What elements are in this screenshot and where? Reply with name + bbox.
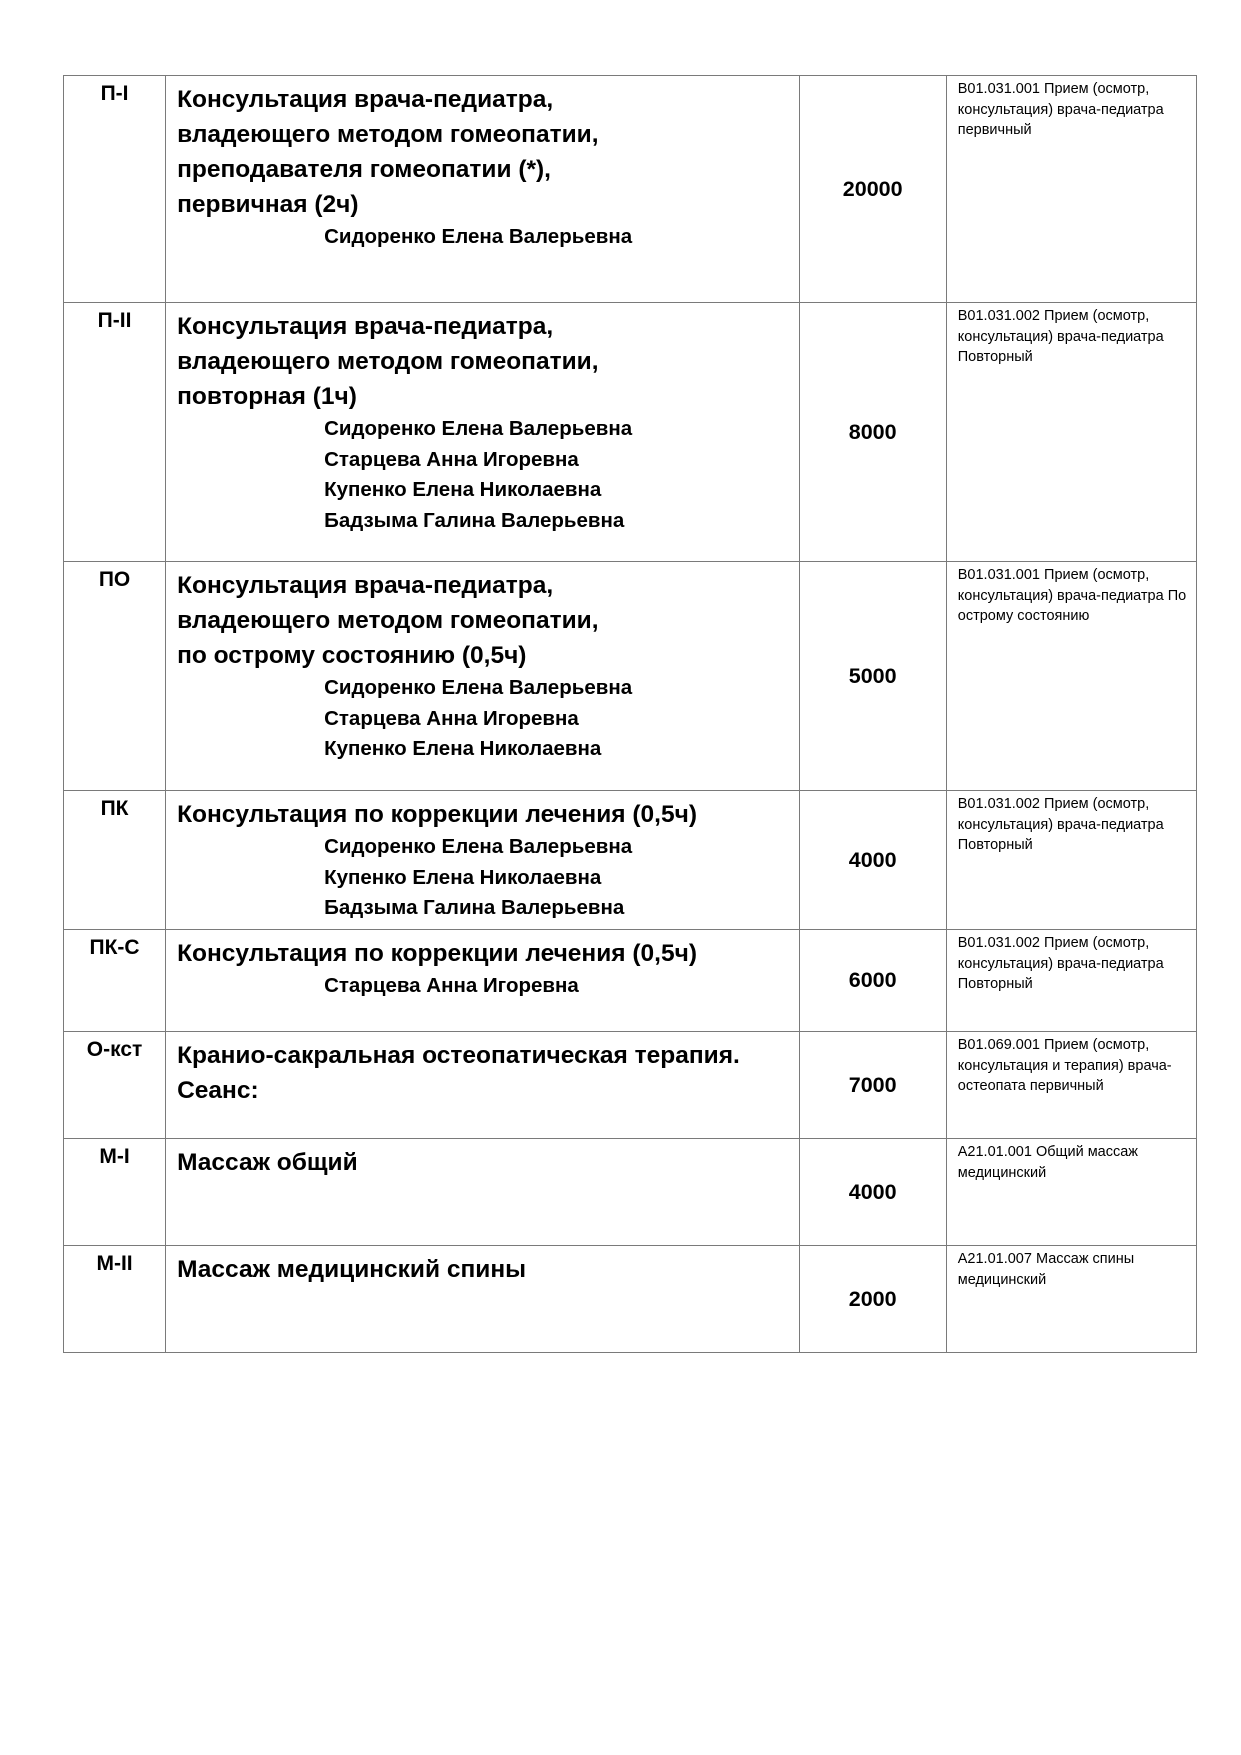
service-title-line: Массаж общий — [177, 1149, 358, 1176]
service-title-line: Кранио-сакральная остеопатическая терапия. — [177, 1042, 740, 1069]
service-price: 4000 — [799, 791, 946, 930]
service-reference-code: В01.069.001 Прием (осмотр, консультация и терапия) врача-остеопата первичный — [946, 1032, 1196, 1139]
service-row — [64, 930, 1197, 1032]
service-description — [166, 930, 800, 1032]
service-description — [166, 791, 800, 930]
service-title-line: по острому состоянию (0,5ч) — [177, 642, 527, 669]
service-reference-code: В01.031.002 Прием (осмотр, консультация) врача-педиатра Повторный — [946, 791, 1196, 930]
service-title-line: Консультация врача-педиатра, — [177, 572, 554, 599]
service-price: 2000 — [799, 1246, 946, 1353]
service-price: 6000 — [799, 930, 946, 1032]
doctor-name: Купенко Елена Николаевна — [324, 478, 602, 501]
price-list-body — [64, 76, 1197, 1353]
service-description — [166, 562, 800, 791]
service-code: ПО — [64, 562, 166, 791]
doctor-name: Купенко Елена Николаевна — [324, 865, 602, 889]
service-title-line: Массаж медицинский спины — [177, 1256, 527, 1283]
doctor-name: Бадзыма Галина Валерьевна — [324, 508, 625, 532]
service-title-line: Консультация по коррекции лечения (0,5ч) — [177, 940, 697, 967]
service-description — [166, 1032, 800, 1139]
service-title-line: Консультация врача-педиатра, — [177, 86, 554, 113]
service-code: О-кст — [64, 1032, 166, 1139]
service-code: ПК — [64, 791, 166, 930]
service-code: П-II — [64, 303, 166, 562]
doctor-name: Старцева Анна Игоревна — [324, 974, 579, 997]
service-description — [166, 1246, 800, 1353]
service-code: П-I — [64, 76, 166, 303]
service-reference-code: В01.031.001 Прием (осмотр, консультация) врача-педиатра первичный — [946, 76, 1196, 303]
service-title-line: владеющего методом гомеопатии, — [177, 121, 599, 148]
service-row — [64, 303, 1197, 562]
service-row — [64, 562, 1197, 791]
service-price: 7000 — [799, 1032, 946, 1139]
service-reference-code: А21.01.007 Массаж спины медицинский — [946, 1246, 1196, 1353]
service-title-line: владеющего методом гомеопатии, — [177, 348, 599, 375]
doctor-name: Сидоренко Елена Валерьевна — [324, 835, 633, 858]
service-code: М-I — [64, 1139, 166, 1246]
service-description — [166, 303, 800, 562]
service-price: 20000 — [799, 76, 946, 303]
doctor-name: Купенко Елена Николаевна — [324, 737, 602, 760]
doctor-name: Старцева Анна Игоревна — [324, 447, 579, 471]
price-list-table — [63, 75, 1197, 1353]
service-price: 4000 — [799, 1139, 946, 1246]
service-title-line: Сеанс: — [177, 1077, 259, 1104]
service-price: 5000 — [799, 562, 946, 791]
service-title-line: Консультация по коррекции лечения (0,5ч) — [177, 801, 697, 828]
service-price: 8000 — [799, 303, 946, 562]
service-row — [64, 1246, 1197, 1353]
doctor-name: Бадзыма Галина Валерьевна — [324, 896, 625, 919]
service-reference-code: А21.01.001 Общий массаж медицинский — [946, 1139, 1196, 1246]
doctor-name: Сидоренко Елена Валерьевна — [324, 225, 633, 248]
service-title-line: повторная (1ч) — [177, 383, 357, 410]
service-row — [64, 1139, 1197, 1246]
service-code: М-II — [64, 1246, 166, 1353]
service-row — [64, 1032, 1197, 1139]
service-description — [166, 76, 800, 303]
service-title-line: первичная (2ч) — [177, 191, 359, 218]
service-row — [64, 791, 1197, 930]
service-description — [166, 1139, 800, 1246]
service-row — [64, 76, 1197, 303]
service-reference-code: В01.031.002 Прием (осмотр, консультация) врача-педиатра Повторный — [946, 930, 1196, 1032]
service-reference-code: В01.031.001 Прием (осмотр, консультация) врача-педиатра По острому состоянию — [946, 562, 1196, 791]
doctor-name: Старцева Анна Игоревна — [324, 706, 579, 730]
service-code: ПК-С — [64, 930, 166, 1032]
service-title-line: владеющего методом гомеопатии, — [177, 607, 599, 634]
doctor-name: Сидоренко Елена Валерьевна — [324, 417, 633, 440]
service-title-line: Консультация врача-педиатра, — [177, 313, 554, 340]
service-title-line: преподавателя гомеопатии (*), — [177, 156, 551, 183]
doctor-name: Сидоренко Елена Валерьевна — [324, 676, 633, 699]
service-reference-code: В01.031.002 Прием (осмотр, консультация) врача-педиатра Повторный — [946, 303, 1196, 562]
